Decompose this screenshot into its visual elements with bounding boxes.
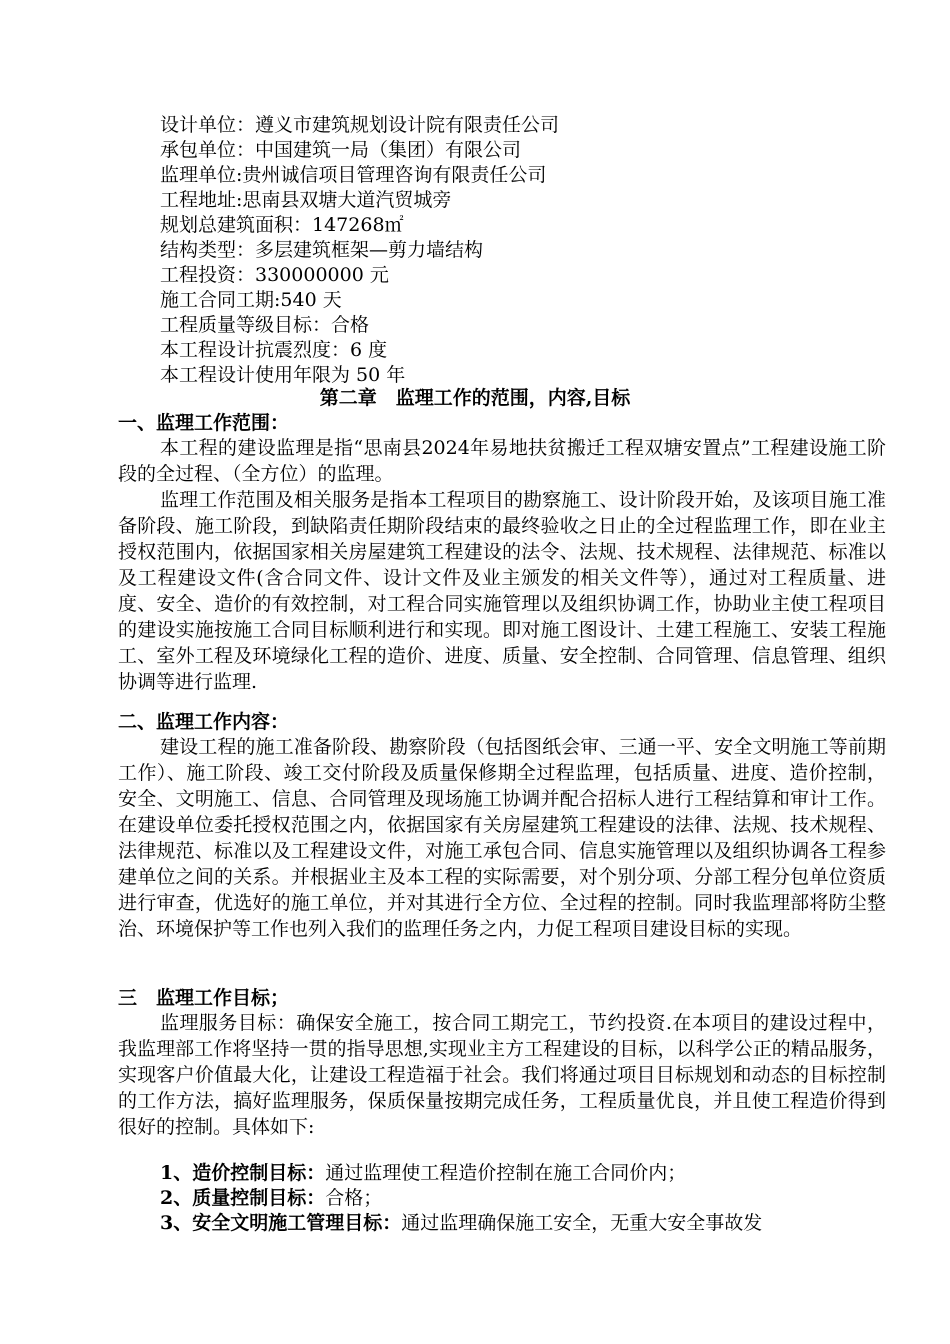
section3-heading: 三 监理工作目标； [118,987,290,1009]
design-unit-line: 设计单位：遵义市建筑规划设计院有限责任公司 [160,114,560,136]
investment-line: 工程投资：330000000 元 [160,264,389,286]
section1-paragraph-2: 监理工作范围及相关服务是指本工程项目的勘察施工、设计阶段开始，及该项目施工准备阶段、施工阶段，到缺陷责任期阶段结束的最终验收之日止的全过程监理工作，即在业主授权范围内，依据国家相关房屋建筑工程建设的法令、法规、技术规程、法律规范、标准以及工程建设文件(含合同文件、设计文件及业主颁发的相关文件等），通过对工程质量、进度、安全、造价的有效控制，对工程合同实施管理以及组织协调工作，协助业主使工程项目的建设实施按施工合同目标顺利进行和实现。即对施工图设计、土建工程施工、安装工程施工、室外工程及环境绿化工程的造价、进度、质量、安全控制、合同管理、信息管理、组织协调等进行监理. [118,489,886,693]
goal-label: 1、造价控制目标： [160,1162,326,1184]
chapter-title: 第二章 监理工作的范围，内容,目标 [319,387,631,409]
goal-label: 3、安全文明施工管理目标： [160,1212,402,1234]
goal-text: 通过监理确保施工安全，无重大安全事故发 [401,1212,763,1234]
section2-heading: 二、监理工作内容： [118,711,290,733]
supervisor-line: 监理单位:贵州诚信项目管理咨询有限责任公司 [160,164,547,186]
contractor-line: 承包单位：中国建筑一局（集团）有限公司 [160,139,522,161]
area-line: 规划总建筑面积：147268㎡ [160,214,404,236]
goal-text: 合格； [325,1187,383,1209]
goal-label: 2、质量控制目标： [160,1187,326,1209]
address-line: 工程地址:思南县双塘大道汽贸城旁 [160,189,452,211]
goal-item [160,1210,762,1236]
section3-paragraph-1: 监理服务目标：确保安全施工，按合同工期完工，节约投资.在本项目的建设过程中，我监理部工作将坚持一贯的指导思想,实现业主方工程建设的目标，以科学公正的精品服务，实现客户价值最大化，让建设工程造福于社会。我们将通过项目目标规划和动态的目标控制的工作方法，搞好监理服务，保质保量按期完成任务，工程质量优良，并且使工程造价得到很好的控制。具体如下: [118,1012,886,1138]
structure-line: 结构类型：多层建筑框架—剪力墙结构 [160,239,484,261]
section1-heading: 一、监理工作范围： [118,412,290,434]
section2-paragraph-1: 建设工程的施工准备阶段、勘察阶段（包括图纸会审、三通一平、安全文明施工等前期工作）、施工阶段、竣工交付阶段及质量保修期全过程监理，包括质量、进度、造价控制，安全、文明施工、信息、合同管理及现场施工协调并配合招标人进行工程结算和审计工作。在建设单位委托授权范围之内，依据国家有关房屋建筑工程建设的法律、法规、技术规程、法律规范、标准以及工程建设文件，对施工承包合同、信息实施管理以及组织协调各工程参建单位之间的关系。并根据业主及本工程的实际需要，对个别分项、分部工程分包单位资质进行审查，优选好的施工单位，并对其进行全方位、全过程的控制。同时我监理部将防尘整治、环境保护等工作也列入我们的监理任务之内，力促工程项目建设目标的实现。 [118,736,886,940]
section1-paragraph-1: 本工程的建设监理是指“思南县2024年易地扶贫搬迁工程双塘安置点”工程建设施工阶段的全过程、（全方位）的监理。 [118,437,886,485]
goal-text: 通过监理使工程造价控制在施工合同价内； [325,1162,687,1184]
duration-line: 施工合同工期:540 天 [160,289,342,311]
goal-item [160,1185,382,1211]
service-life-line: 本工程设计使用年限为 50 年 [160,364,406,386]
goal-item [160,1160,686,1186]
quality-line: 工程质量等级目标：合格 [160,314,370,336]
seismic-line: 本工程设计抗震烈度：6 度 [160,339,388,361]
